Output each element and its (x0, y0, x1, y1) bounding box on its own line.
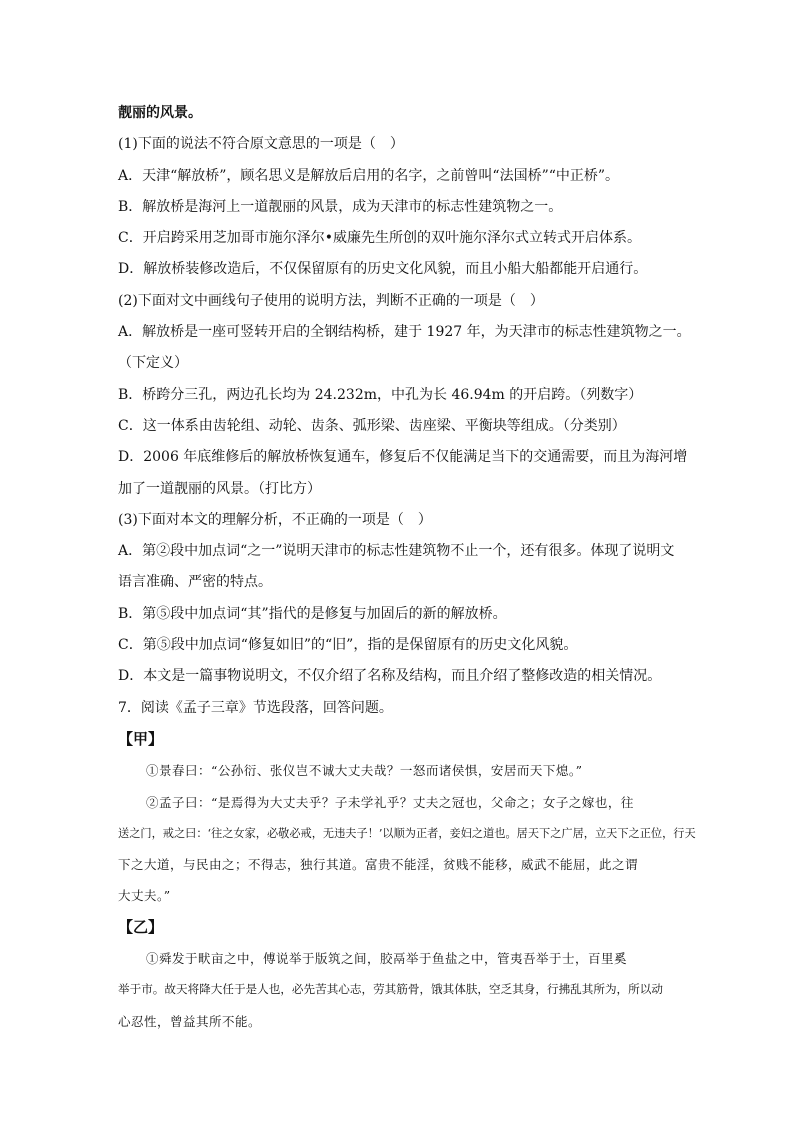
option-b: B．桥跨分三孔，两边孔长均为 24.232m，中孔为长 46.94m 的开启跨。（列数字） (118, 386, 643, 403)
passage-line: ②孟子曰：“是焉得为大丈夫乎？子未学礼乎？丈夫之冠也，父命之；女子之嫁也，往 (146, 794, 634, 810)
option-c: C．第⑤段中加点词“修复如旧”的“旧”，指的是保留原有的历史文化风貌。 (118, 637, 578, 654)
passage-line: 心忍性，曾益其所不能。 (118, 1013, 262, 1029)
option-a: A．解放桥是一座可竖转开启的全钢结构桥，建于 1927 年，为天津市的标志性建筑物之一。 (118, 324, 691, 341)
passage-line: 下之大道，与民由之；不得志，独行其道。富贵不能淫，贫贱不能移，威武不能屈，此之谓 (118, 857, 639, 873)
option-a-continued: （下定义） (118, 355, 188, 372)
passage-line: 大丈夫。” (118, 888, 171, 904)
question-7-stem: 7．阅读《孟子三章》节选段落，回答问题。 (118, 699, 393, 716)
passage-line: ①景春曰：“公孙衍、张仪岂不诚大丈夫哉？一怒而诸侯惧，安居而天下熄。” (146, 763, 583, 779)
option-c: C．这一体系由齿轮组、动轮、齿条、弧形梁、齿座梁、平衡块等组成。（分类别） (118, 417, 626, 434)
option-b: B．解放桥是海河上一道靓丽的风景，成为天津市的标志性建筑物之一。 (118, 198, 563, 215)
option-a: A．天津“解放桥”，顾名思义是解放后启用的名字，之前曾叫“法国桥”“中正桥”。 (118, 167, 620, 184)
section-yi-heading: 【乙】 (118, 917, 164, 936)
option-a-continued: 语言准确、严密的特点。 (118, 574, 272, 591)
option-c: C．开启跨采用芝加哥市施尔泽尔•威廉先生所创的双叶施尔泽尔式立转式开启体系。 (118, 230, 641, 247)
question-stem: (1)下面的说法不符合原文意思的一项是（ ） (118, 136, 404, 153)
option-d: D．本文是一篇事物说明文，不仅介绍了名称及结构，而且介绍了整修改造的相关情况。 (118, 668, 662, 685)
section-jia-heading: 【甲】 (118, 729, 164, 748)
passage-line: ①舜发于畎亩之中，傅说举于版筑之间，胶鬲举于鱼盐之中，管夷吾举于士，百里奚 (146, 951, 628, 967)
option-d-continued: 加了一道靓丽的风景。（打比方） (118, 480, 321, 497)
option-d: D．解放桥装修改造后，不仅保留原有的历史文化风貌，而且小船大船都能开启通行。 (118, 261, 648, 278)
text-line: 靓丽的风景。 (118, 105, 202, 121)
question-stem: (3)下面对本文的理解分析，不正确的一项是（ ） (118, 511, 432, 528)
option-d: D．2006 年底维修后的解放桥恢复通车，修复后不仅能满足当下的交通需要，而且为海河增 (118, 449, 688, 466)
question-stem: (2)下面对文中画线句子使用的说明方法，判断不正确的一项是（ ） (118, 292, 544, 309)
option-a: A．第②段中加点词“之一”说明天津市的标志性建筑物不止一个，还有很多。体现了说明文 (118, 543, 675, 560)
document-body (118, 98, 694, 1037)
passage-line: 举于市。故天将降大任于是人也，必先苦其心志，劳其筋骨，饿其体肤，空乏其身，行拂乱其所为，所以动 (118, 982, 663, 997)
option-b: B．第⑤段中加点词“其”指代的是修复与加固后的新的解放桥。 (118, 605, 507, 622)
passage-line: 送之门，戒之曰：‘往之女家，必敬必戒，无违夫子！’以顺为正者，妾妇之道也。居天下之广居，立天下之正位，行天 (118, 826, 696, 840)
